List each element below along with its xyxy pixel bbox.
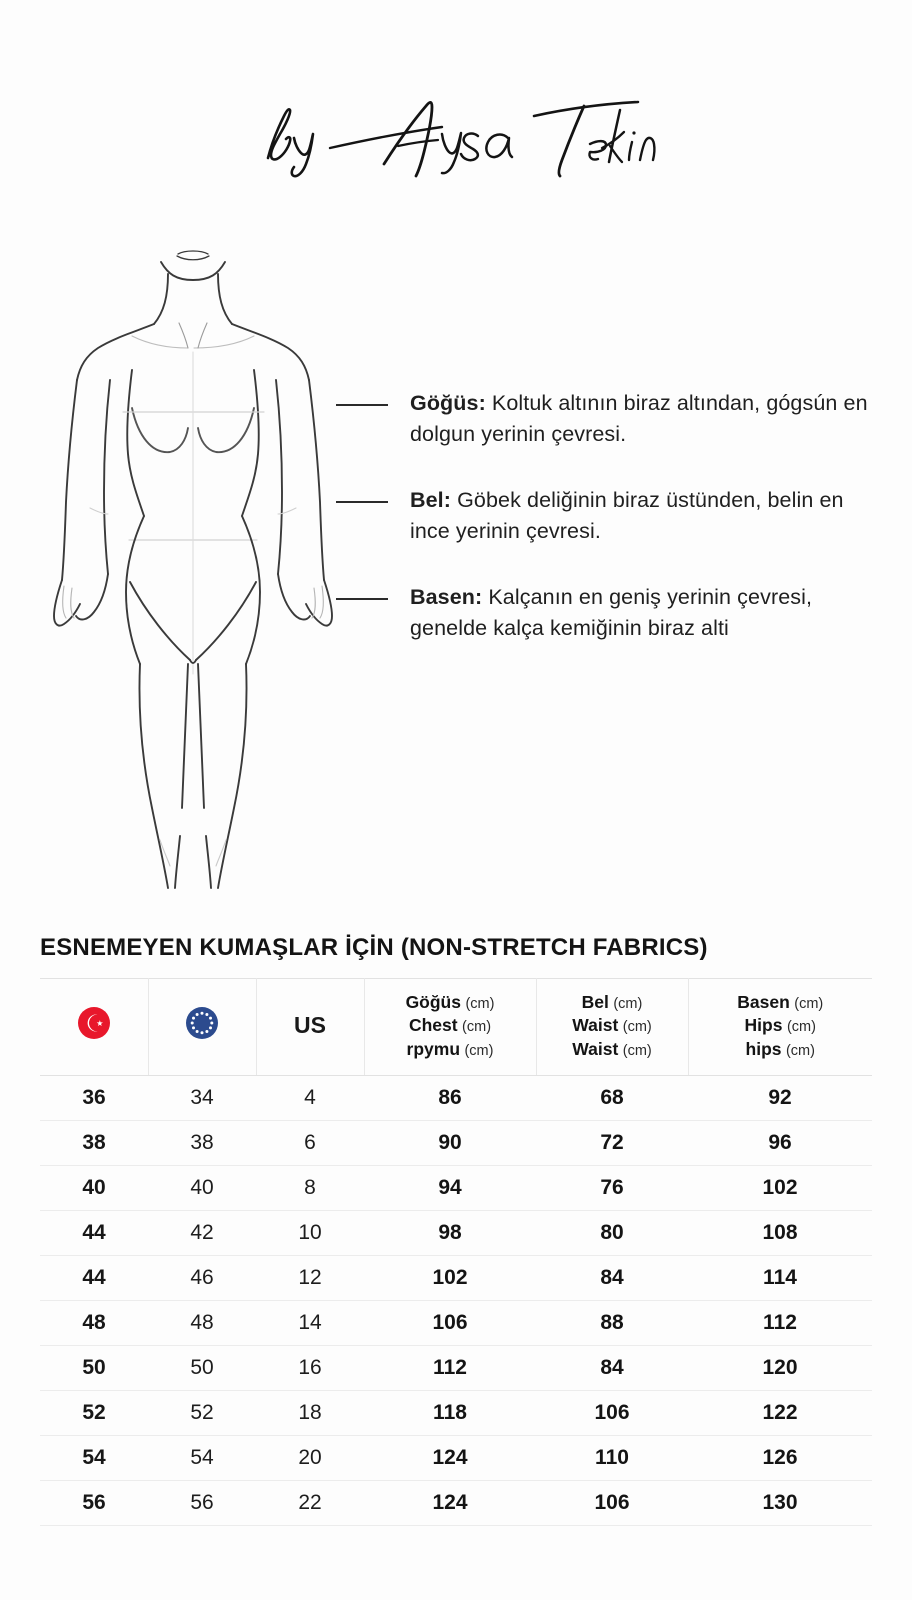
callout-chest-description: Koltuk altının biraz altından, gógsún en dolgun yerinin çevresi.	[410, 391, 868, 446]
cell-chest-cm: 94	[364, 1165, 536, 1210]
cell-chest-cm: 98	[364, 1210, 536, 1255]
callout-chest	[336, 388, 876, 449]
cell-size-us: 20	[256, 1435, 364, 1480]
column-header-turkey	[40, 979, 148, 1076]
column-header-waist	[536, 979, 688, 1076]
table-row	[40, 1210, 872, 1255]
table-row	[40, 1300, 872, 1345]
cell-hips-cm: 108	[688, 1210, 872, 1255]
callout-hips-text	[410, 582, 876, 643]
cell-size-eu: 54	[148, 1435, 256, 1480]
column-header-us	[256, 979, 364, 1076]
cell-size-tr: 38	[40, 1120, 148, 1165]
cell-size-eu: 56	[148, 1480, 256, 1525]
cell-hips-cm: 130	[688, 1480, 872, 1525]
body-outline-svg	[28, 240, 358, 900]
size-chart-body	[40, 1075, 872, 1525]
european-union-flag-icon	[185, 1006, 219, 1045]
waist-label-tr: Bel	[581, 992, 609, 1012]
cell-size-us: 6	[256, 1120, 364, 1165]
cell-size-us: 22	[256, 1480, 364, 1525]
cell-size-tr: 44	[40, 1255, 148, 1300]
waist-unit-tr: (cm)	[613, 996, 643, 1012]
cell-size-eu: 48	[148, 1300, 256, 1345]
cell-size-eu: 38	[148, 1120, 256, 1165]
table-row	[40, 1390, 872, 1435]
cell-waist-cm: 110	[536, 1435, 688, 1480]
cell-size-eu: 34	[148, 1075, 256, 1120]
hips-label-en: Hips	[744, 1015, 783, 1036]
cell-size-tr: 56	[40, 1480, 148, 1525]
waist-unit-ru: (cm)	[622, 1042, 652, 1059]
cell-hips-cm: 102	[688, 1165, 872, 1210]
cell-hips-cm: 96	[688, 1120, 872, 1165]
cell-hips-cm: 122	[688, 1390, 872, 1435]
cell-size-tr: 44	[40, 1210, 148, 1255]
waist-unit-en: (cm)	[622, 1019, 652, 1036]
cell-chest-cm: 106	[364, 1300, 536, 1345]
cell-chest-cm: 86	[364, 1075, 536, 1120]
size-chart-table	[40, 978, 872, 1526]
cell-size-us: 14	[256, 1300, 364, 1345]
cell-chest-cm: 112	[364, 1345, 536, 1390]
cell-chest-cm: 124	[364, 1435, 536, 1480]
female-body-figure-illustration	[28, 240, 358, 900]
brand-logo	[0, 0, 912, 240]
turkey-flag-icon	[77, 1006, 111, 1045]
callout-chest-text	[410, 388, 876, 449]
callout-waist-description: Göbek deliğinin biraz üstünden, belin en ince yerinin çevresi.	[410, 488, 844, 543]
leader-line-chest-icon	[336, 404, 388, 406]
cell-waist-cm: 76	[536, 1165, 688, 1210]
cell-size-tr: 36	[40, 1075, 148, 1120]
cell-size-us: 16	[256, 1345, 364, 1390]
cell-size-eu: 40	[148, 1165, 256, 1210]
table-row	[40, 1255, 872, 1300]
cell-size-us: 12	[256, 1255, 364, 1300]
size-chart-table-wrap	[0, 978, 912, 1526]
cell-waist-cm: 88	[536, 1300, 688, 1345]
callout-hips-term: Basen:	[410, 585, 483, 610]
column-header-us-label: US	[294, 1012, 326, 1039]
chest-unit-tr: (cm)	[465, 996, 495, 1012]
cell-waist-cm: 72	[536, 1120, 688, 1165]
cell-size-tr: 54	[40, 1435, 148, 1480]
cell-size-tr: 52	[40, 1390, 148, 1435]
table-row	[40, 1075, 872, 1120]
leader-line-waist-icon	[336, 501, 388, 503]
hips-unit-tr: (cm)	[794, 996, 824, 1012]
cell-size-tr: 40	[40, 1165, 148, 1210]
table-row	[40, 1120, 872, 1165]
cell-size-us: 8	[256, 1165, 364, 1210]
waist-label-ru: Waist	[572, 1038, 619, 1059]
cell-waist-cm: 80	[536, 1210, 688, 1255]
callout-waist	[336, 485, 876, 546]
cell-size-tr: 50	[40, 1345, 148, 1390]
cell-waist-cm: 84	[536, 1345, 688, 1390]
waist-label-en: Waist	[572, 1015, 619, 1036]
cell-size-eu: 50	[148, 1345, 256, 1390]
cell-hips-cm: 120	[688, 1345, 872, 1390]
chest-unit-en: (cm)	[462, 1019, 492, 1036]
cell-size-us: 4	[256, 1075, 364, 1120]
cell-chest-cm: 124	[364, 1480, 536, 1525]
signature-mark	[246, 80, 666, 190]
cell-chest-cm: 118	[364, 1390, 536, 1435]
cell-size-us: 10	[256, 1210, 364, 1255]
table-row	[40, 1345, 872, 1390]
chest-label-tr: Göğüs	[405, 992, 461, 1012]
cell-waist-cm: 68	[536, 1075, 688, 1120]
callout-waist-text	[410, 485, 876, 546]
cell-waist-cm: 106	[536, 1390, 688, 1435]
callout-hips-description: Kalçanın en geniş yerinin çevresi, genelde kalça kemiğinin biraz alti	[410, 585, 813, 640]
chest-label-en: Chest	[408, 1015, 458, 1036]
callout-chest-term: Göğüs:	[410, 391, 486, 415]
cell-hips-cm: 126	[688, 1435, 872, 1480]
leader-line-hips-icon	[336, 598, 388, 600]
cell-waist-cm: 106	[536, 1480, 688, 1525]
cell-size-eu: 42	[148, 1210, 256, 1255]
cell-size-eu: 46	[148, 1255, 256, 1300]
column-header-hips	[688, 979, 872, 1076]
chest-unit-ru: (cm)	[464, 1042, 494, 1059]
measurement-callouts	[336, 388, 876, 679]
cell-waist-cm: 84	[536, 1255, 688, 1300]
table-row	[40, 1435, 872, 1480]
cell-chest-cm: 90	[364, 1120, 536, 1165]
hips-label-ru: hips	[745, 1038, 782, 1059]
body-diagram-section	[0, 240, 912, 930]
column-header-chest	[364, 979, 536, 1076]
hips-unit-en: (cm)	[786, 1019, 816, 1036]
column-header-eu	[148, 979, 256, 1076]
cell-size-us: 18	[256, 1390, 364, 1435]
hips-label-tr: Basen	[737, 992, 790, 1012]
callout-waist-term: Bel:	[410, 488, 452, 513]
cell-hips-cm: 92	[688, 1075, 872, 1120]
cell-hips-cm: 112	[688, 1300, 872, 1345]
cell-hips-cm: 114	[688, 1255, 872, 1300]
table-header-row	[40, 979, 872, 1076]
callout-hips	[336, 582, 876, 643]
size-table-title: ESNEMEYEN KUMAŞLAR İÇİN (NON-STRETCH FABRICS)	[40, 934, 708, 961]
table-row	[40, 1165, 872, 1210]
cell-chest-cm: 102	[364, 1255, 536, 1300]
cell-size-tr: 48	[40, 1300, 148, 1345]
table-row	[40, 1480, 872, 1525]
chest-label-ru: rpymu	[406, 1038, 461, 1059]
hips-unit-ru: (cm)	[785, 1042, 815, 1059]
cell-size-eu: 52	[148, 1390, 256, 1435]
